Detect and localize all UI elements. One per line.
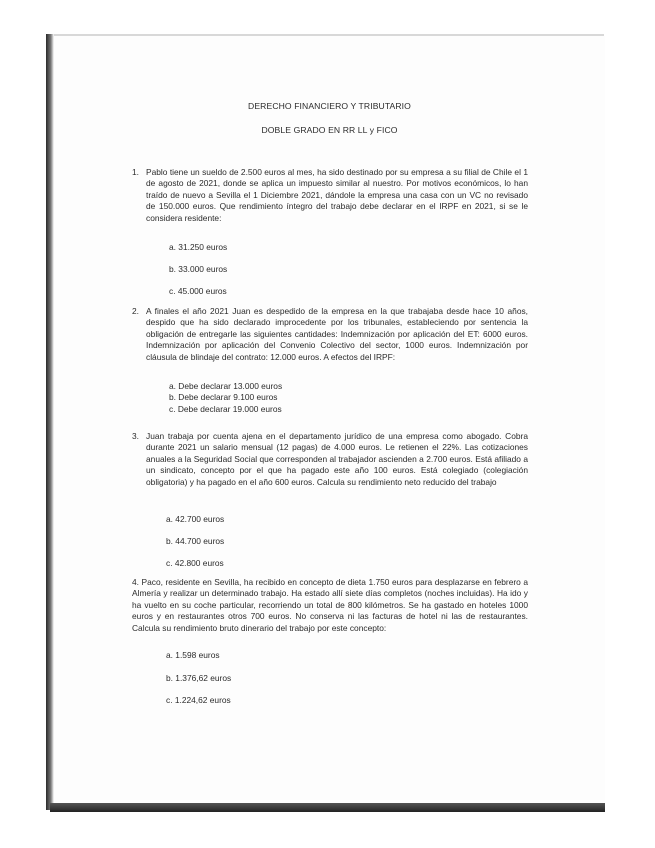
question-4-option-a: a. 1.598 euros [166,650,220,660]
question-1-number: 1. [132,167,139,177]
question-1-option-c: c. 45.000 euros [169,286,227,296]
question-2-option-c: c. Debe declarar 19.000 euros [169,404,282,414]
question-2-number: 2. [132,306,139,316]
question-3-option-c: c. 42.800 euros [166,558,224,568]
question-1 [132,167,528,224]
question-3-option-b: b. 44.700 euros [166,536,225,546]
document-subtitle: DOBLE GRADO EN RR LL y FICO [261,125,398,135]
question-2-option-b: b. Debe declarar 9.100 euros [169,392,278,402]
question-4 [132,577,528,634]
question-3 [132,431,528,488]
question-1-text: Pablo tiene un sueldo de 2.500 euros al mes, ha sido destinado por su empresa a su filial de Chile el 1 de agosto de 2021, donde se aplica un impuesto similar al nuestro. Por motivos económicos, lo han traído de nuevo a Sevilla el 1 Diciembre 2021, dándole la empresa una casa con un VC no revisado de 150.000 euros. Que rendimiento íntegro del trabajo debe declarar en el IRPF en 2021, si se le considera residente: [146,167,528,223]
scan-edge-bottom [50,803,605,812]
document-title: DERECHO FINANCIERO Y TRIBUTARIO [248,101,411,111]
question-4-option-c: c. 1.224,62 euros [166,695,231,705]
scan-edge-left [46,34,54,810]
question-3-number: 3. [132,431,139,441]
document-page [54,36,605,803]
question-2-text: A finales el año 2021 Juan es despedido de la empresa en la que trabajaba desde hace 10 años, despido que ha sido declarado improcedente por los tribunales, estableciendo por sentencia la obligación de entregarle las siguientes cantidades: Indemnización por aplicación del ET: 6000 euros. Indemnización por aplicación del Convenio Colectivo del sector, 1000 euros. Indemnización por cláusula de blindaje del contrato: 12.000 euros. A efectos del IRPF: [146,306,528,362]
question-2 [132,306,528,363]
question-1-option-a: a. 31.250 euros [169,242,228,252]
question-3-text: Juan trabaja por cuenta ajena en el departamento jurídico de una empresa como abogado. Cobra durante 2021 un salario mensual (12 pagas) de 4.000 euros. Le retienen el 22%. Las cotizaciones anuales a la Seguridad Social que corresponden al trabajador ascienden a 2.700 euros. Está afiliado a un sindicato, concepto por el que ha pagado este año 100 euros. Está colegiado (colegiación obligatoria) y ha pagado en el año 600 euros. Calcula su rendimiento neto reducido del trabajo [146,431,528,487]
question-4-text: 4. Paco, residente en Sevilla, ha recibido en concepto de dieta 1.750 euros para desplazarse en febrero a Almería y realizar un determinado trabajo. Ha estado allí siete días completos (noches incluidas). Ha ido y ha vuelto en su coche particular, recorriendo un total de 800 kilómetros. Se ha gastado en hoteles 1000 euros y en restaurantes otros 700 euros. No conserva ni las facturas de hotel ni las de restaurantes. Calcula su rendimiento bruto dinerario del trabajo por este concepto: [132,577,528,633]
question-1-option-b: b. 33.000 euros [169,264,228,274]
question-3-option-a: a. 42.700 euros [166,514,225,524]
question-4-option-b: b. 1.376,62 euros [166,673,232,683]
question-2-option-a: a. Debe declarar 13.000 euros [169,381,283,391]
